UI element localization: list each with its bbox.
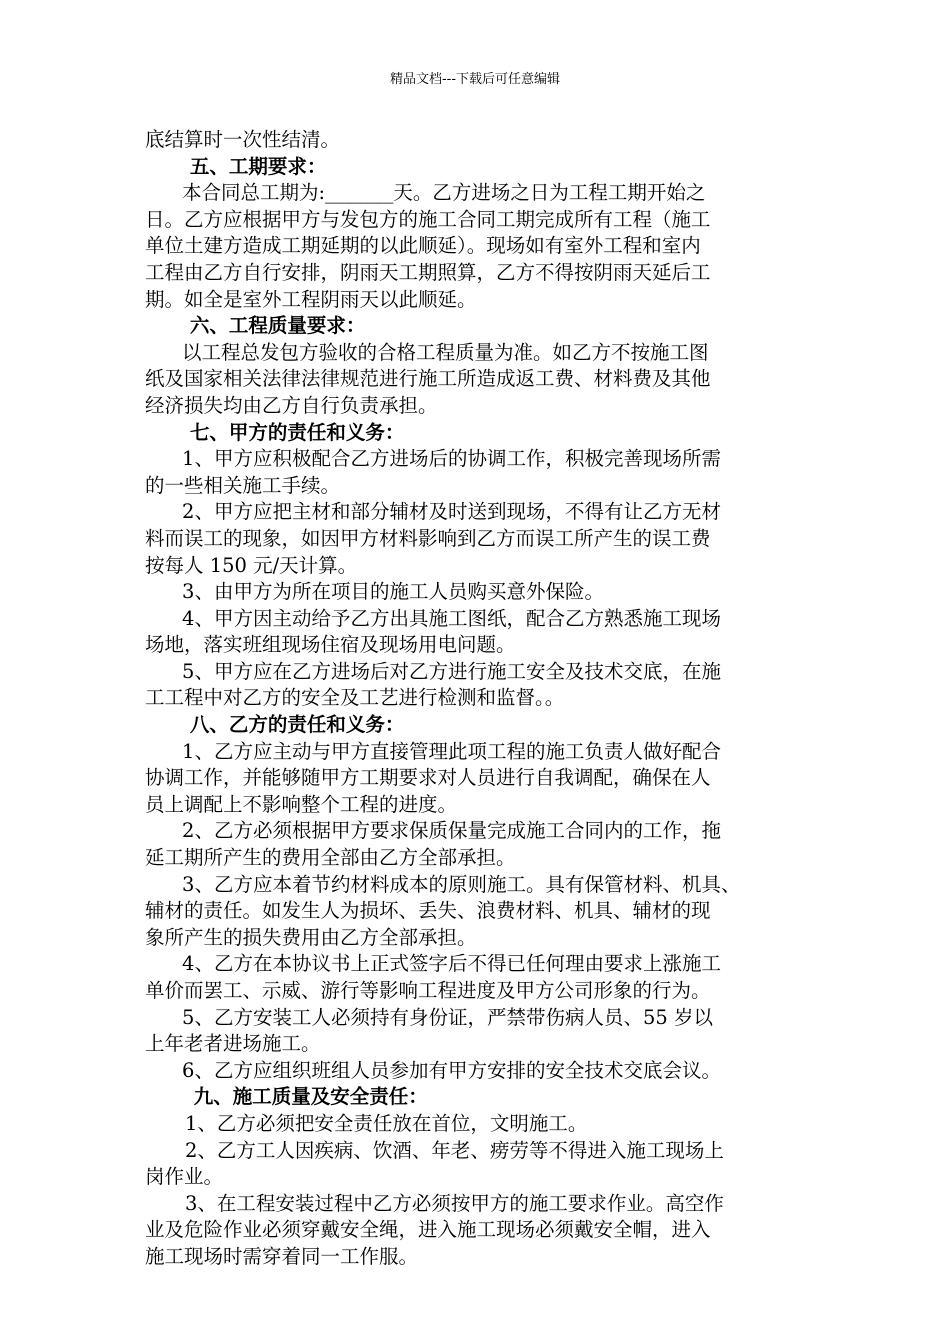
- body-line: 3、由甲方为所在项目的施工人员购买意外保险。: [182, 580, 604, 604]
- section-heading: 九、施工质量及安全责任：: [193, 1085, 428, 1109]
- body-line: 业及危险作业必须穿戴安全绳，进入施工现场必须戴安全帽，进入: [145, 1218, 711, 1242]
- body-line: 5、甲方应在乙方进场后对乙方进行施工安全及技术交底，在施: [182, 659, 721, 683]
- body-line: 延工期所产生的费用全部由乙方全部承担。: [145, 846, 516, 870]
- body-line: 2、乙方必须根据甲方要求保质保量完成施工合同内的工作，拖: [182, 819, 721, 843]
- body-line: 工程由乙方自行安排，阴雨天工期照算，乙方不得按阴雨天延后工: [145, 260, 711, 284]
- section-heading: 六、工程质量要求：: [189, 314, 366, 338]
- body-line: 上年老者进场施工。: [145, 1032, 321, 1056]
- document-body: [145, 127, 815, 1271]
- body-line: 底结算时一次性结清。: [145, 128, 341, 151]
- body-line: 的一些相关施工手续。: [145, 473, 341, 497]
- body-line: 1、甲方应积极配合乙方进场后的协调工作，积极完善现场所需: [182, 447, 721, 471]
- body-line: 料而误工的现象，如因甲方材料影响到乙方而误工所产生的误工费: [145, 526, 711, 550]
- page-header: 精品文档---下载后可任意编辑: [389, 72, 561, 87]
- section-heading: 七、甲方的责任和义务：: [189, 420, 405, 444]
- body-line: 4、乙方在本协议书上正式签字后不得已任何理由要求上涨施工: [182, 952, 721, 976]
- section-heading: 八、乙方的责任和义务：: [189, 713, 405, 737]
- body-line: 场地，落实班组现场住宿及现场用电问题。: [145, 633, 516, 657]
- body-line: 1、乙方应主动与甲方直接管理此项工程的施工负责人做好配合: [182, 739, 721, 763]
- body-line: 5、乙方安装工人必须持有身份证，严禁带伤病人员、55 岁以: [182, 1005, 713, 1029]
- body-line: 1、乙方必须把安全责任放在首位，文明施工。: [184, 1111, 588, 1135]
- body-line: 本合同总工期为:_______天。乙方进场之日为工程工期开始之: [182, 181, 706, 205]
- body-line: 按每人 150 元/天计算。: [145, 553, 358, 577]
- body-line: 3、在工程安装过程中乙方必须按甲方的施工要求作业。高空作: [184, 1191, 724, 1215]
- body-line: 期。如全是室外工程阴雨天以此顺延。: [145, 287, 477, 311]
- body-line: 象所产生的损失费用由乙方全部承担。: [145, 925, 477, 949]
- body-line: 岗作业。: [145, 1165, 224, 1189]
- body-line: 工工程中对乙方的安全及工艺进行检测和监督。。: [145, 686, 565, 710]
- body-line: 以工程总发包方验收的合格工程质量为准。如乙方不按施工图: [182, 340, 709, 364]
- section-heading: 五、工期要求：: [189, 154, 327, 178]
- body-line: 6、乙方应组织班组人员参加有甲方安排的安全技术交底会议。: [182, 1058, 721, 1082]
- body-line: 施工现场时需穿着同一工作服。: [145, 1244, 419, 1268]
- body-line: 日。乙方应根据甲方与发包方的施工合同工期完成所有工程（施工: [145, 207, 711, 231]
- body-line: 2、甲方应把主材和部分辅材及时送到现场，不得有让乙方无材: [182, 500, 721, 524]
- body-line: 单价而罢工、示威、游行等影响工程进度及甲方公司形象的行为。: [145, 979, 711, 1002]
- body-line: 2、乙方工人因疾病、饮酒、年老、痨劳等不得进入施工现场上: [184, 1138, 724, 1162]
- body-line: 经济损失均由乙方自行负责承担。: [145, 393, 438, 417]
- body-line: 3、乙方应本着节约材料成本的原则施工。具有保管材料、机具、: [182, 872, 741, 896]
- body-line: 辅材的责任。如发生人为损坏、丢失、浪费材料、机具、辅材的现: [145, 899, 711, 923]
- body-line: 4、甲方因主动给予乙方出具施工图纸，配合乙方熟悉施工现场: [182, 606, 721, 630]
- body-line: 协调工作，并能够随甲方工期要求对人员进行自我调配，确保在人: [145, 766, 711, 790]
- body-line: 单位土建方造成工期延期的以此顺延）。现场如有室外工程和室内: [145, 234, 701, 258]
- body-line: 纸及国家相关法律法律规范进行施工所造成返工费、材料费及其他: [145, 367, 711, 391]
- body-line: 员上调配上不影响整个工程的进度。: [145, 792, 458, 816]
